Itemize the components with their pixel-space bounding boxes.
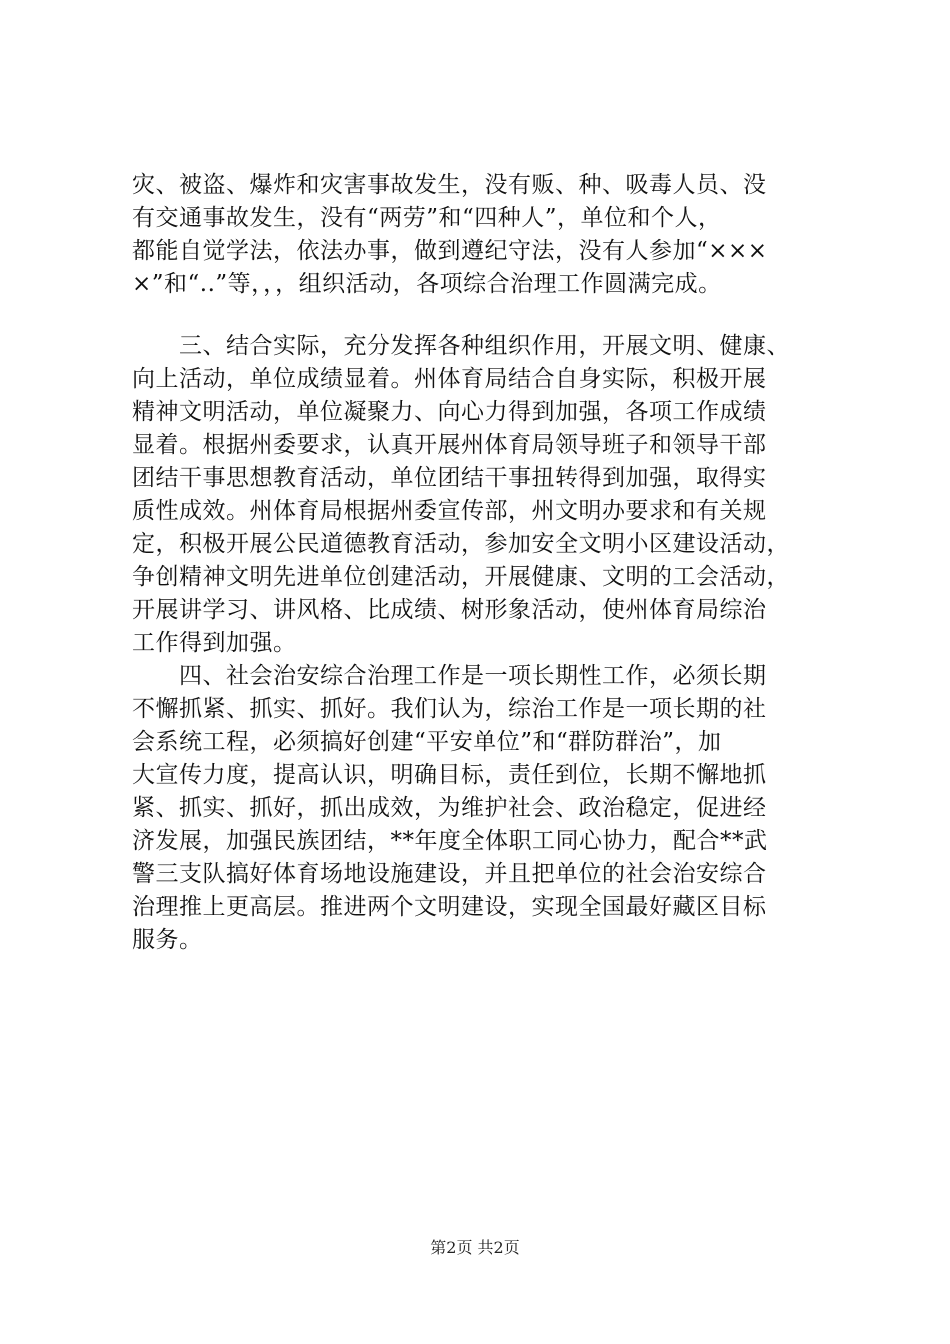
body-text-line: 不懈抓紧、抓实、抓好。我们认为，综治工作是一项长期的社 <box>132 696 767 722</box>
body-text-line: 都能自觉学法，依法办事，做到遵纪守法，没有人参加“××× <box>132 238 768 264</box>
body-text-line: 大宣传力度，提高认识，明确目标，责任到位，长期不懈地抓 <box>132 762 767 788</box>
body-text-line: 有交通事故发生，没有“两劳”和“四种人”，单位和个人， <box>132 205 722 231</box>
body-text-line: 开展讲学习、讲风格、比成绩、树形象活动，使州体育局综治 <box>132 597 767 623</box>
body-text-line: 争创精神文明先进单位创建活动，开展健康、文明的工会活动， <box>132 564 790 590</box>
body-text-line: 显着。根据州委要求，认真开展州体育局领导班子和领导干部 <box>132 432 767 458</box>
body-text-line: 服务。 <box>132 927 203 953</box>
body-text-line: 工作得到加强。 <box>132 630 297 656</box>
body-text-line: 定，积极开展公民道德教育活动，参加安全文明小区建设活动， <box>132 531 790 557</box>
body-text-line: 团结干事思想教育活动，单位团结干事扭转得到加强，取得实 <box>132 465 767 491</box>
body-text-line: 精神文明活动，单位凝聚力、向心力得到加强，各项工作成绩 <box>132 399 767 425</box>
body-text-line: 治理推上更高层。推进两个文明建设，实现全国最好藏区目标 <box>132 894 767 920</box>
body-text-line: ×”和“..”等，，，组织活动，各项综合治理工作圆满完成。 <box>132 271 722 297</box>
body-text-line: 质性成效。州体育局根据州委宣传部，州文明办要求和有关规 <box>132 498 767 524</box>
body-text-line: 向上活动，单位成绩显着。州体育局结合自身实际，积极开展 <box>132 366 767 392</box>
body-text-line: 四、社会治安综合治理工作是一项长期性工作，必须长期 <box>132 663 767 689</box>
body-text-line: 济发展，加强民族团结，**年度全体职工同心协力，配合**武 <box>132 828 768 854</box>
body-text-line: 灾、被盗、爆炸和灾害事故发生，没有贩、种、吸毒人员、没 <box>132 172 767 198</box>
page-number-footer: 第2页 共2页 <box>430 1238 520 1257</box>
body-text-line: 三、结合实际，充分发挥各种组织作用，开展文明、健康、 <box>132 333 790 359</box>
body-text-line: 紧、抓实、抓好，抓出成效，为维护社会、政治稳定，促进经 <box>132 795 767 821</box>
body-text-line: 警三支队搞好体育场地设施建设，并且把单位的社会治安综合 <box>132 861 767 887</box>
body-text-line: 会系统工程，必须搞好创建“平安单位”和“群防群治”，加 <box>132 729 722 755</box>
